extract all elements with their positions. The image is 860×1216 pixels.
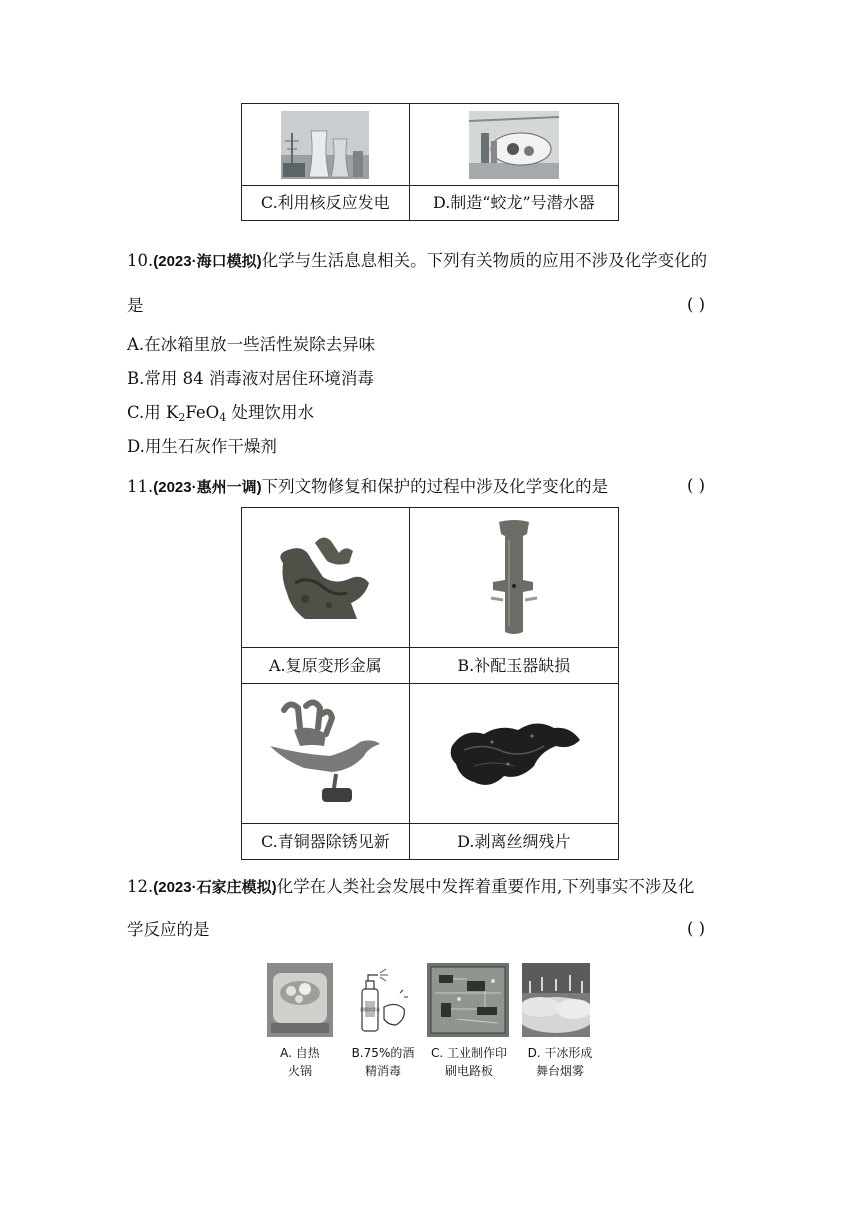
q11-caption-a: A.复原变形金属 xyxy=(242,648,410,684)
submersible-image xyxy=(469,111,559,179)
stage-smoke-image xyxy=(522,963,590,1037)
q12-caption-c: C. 工业制作印 刷电路板 xyxy=(430,1046,507,1078)
silk-fragment-image xyxy=(444,706,584,802)
q12-stem xyxy=(127,876,694,899)
q11-stem-text: 下列文物修复和保护的过程中涉及化学变化的是 xyxy=(261,477,609,496)
q11-image-b-cell xyxy=(409,508,618,648)
q11-stem xyxy=(127,476,608,499)
q9-options-table xyxy=(241,103,619,221)
q12-image-b xyxy=(354,963,412,1037)
q12-stem-line1: 化学在人类社会发展中发挥着重要作用,下列事实不涉及化 xyxy=(276,877,695,896)
alcohol-spray-image xyxy=(354,963,412,1037)
q12-number: 12. xyxy=(127,877,154,896)
q12-image-d xyxy=(522,963,590,1037)
circuit-board-image xyxy=(427,963,509,1037)
q10-option-d: D.用生石灰作干燥剂 xyxy=(127,437,277,456)
q11-answer-paren: ( ) xyxy=(687,476,706,495)
q12-answer-paren: ( ) xyxy=(687,919,706,938)
q9-caption-c: C.利用核反应发电 xyxy=(242,186,410,221)
q10-stem-line2: 是 xyxy=(127,296,144,315)
q11-image-a-cell xyxy=(242,508,410,648)
q10-stem xyxy=(127,250,707,273)
q12-image-c xyxy=(427,963,509,1037)
q10-source: (2023·海口模拟) xyxy=(153,253,262,270)
q10-number: 10. xyxy=(127,251,154,270)
q9-caption-d: D.制造“蛟龙”号潜水器 xyxy=(409,186,618,221)
q10-answer-paren: ( ) xyxy=(687,295,706,314)
q10-stem-line1: 化学与生活息息相关。下列有关物质的应用不涉及化学变化的 xyxy=(261,251,708,270)
q11-image-d-cell xyxy=(409,684,618,824)
q11-number: 11. xyxy=(127,477,154,496)
deformed-metal-artifact-image xyxy=(265,523,385,633)
q11-caption-d: D.剥离丝绸残片 xyxy=(409,824,618,860)
q10-option-c: C.用 $K_2FeO_4$ 处理饮用水 xyxy=(127,403,314,424)
self-heating-hotpot-image xyxy=(267,963,333,1037)
q12-source: (2023·石家庄模拟) xyxy=(153,879,277,896)
q12-stem-line2: 学反应的是 xyxy=(127,920,210,939)
q11-caption-c: C.青铜器除锈见新 xyxy=(242,824,410,860)
q11-source: (2023·惠州一调) xyxy=(153,479,262,496)
nuclear-plant-image xyxy=(281,111,369,179)
q12-caption-d: D. 干冰形成 舞台烟雾 xyxy=(527,1046,593,1078)
q10-option-b: B.常用 84 消毒液对居住环境消毒 xyxy=(127,369,374,388)
q11-image-c-cell xyxy=(242,684,410,824)
q11-options-table xyxy=(241,507,619,860)
bottle-label: 酒精消毒液 xyxy=(360,1007,380,1012)
bronze-bird-artifact-image xyxy=(260,694,390,814)
q9-image-c-cell xyxy=(242,104,410,186)
q12-image-a xyxy=(267,963,333,1037)
q11-caption-b: B.补配玉器缺损 xyxy=(409,648,618,684)
jade-artifact-image xyxy=(479,516,549,640)
q12-caption-a: A. 自热 火锅 xyxy=(280,1046,320,1078)
q9-image-d-cell xyxy=(409,104,618,186)
q10-option-a: A.在冰箱里放一些活性炭除去异味 xyxy=(127,335,376,354)
q12-caption-b: B.75%的酒 精消毒 xyxy=(351,1046,415,1078)
